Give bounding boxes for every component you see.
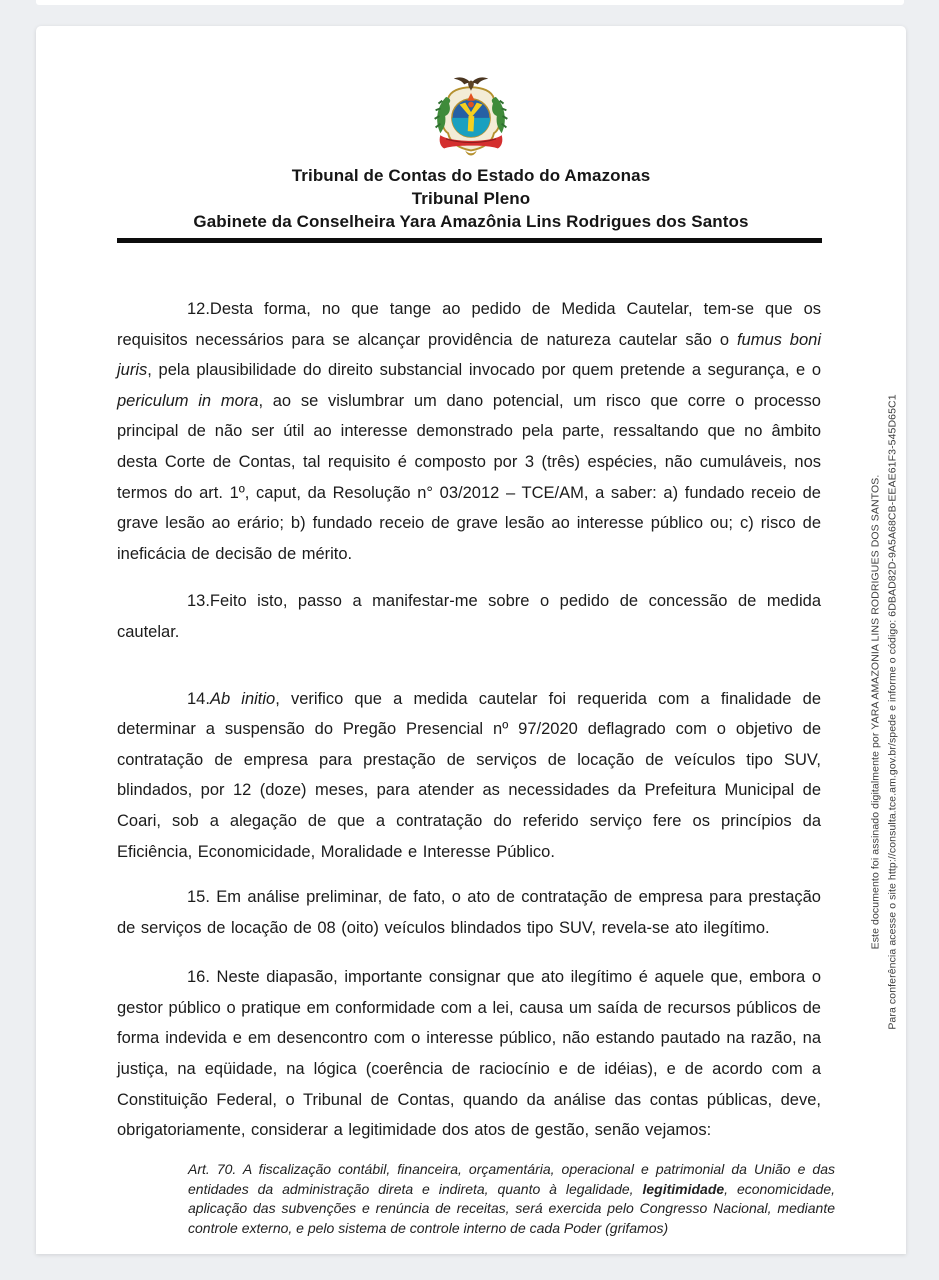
header-institution: Tribunal de Contas do Estado do Amazonas <box>291 166 651 185</box>
header-office: Gabinete da Conselheira Yara Amazônia Lins Rodrigues dos Santos <box>193 212 749 231</box>
paragraph-14: 14.Ab initio, verifico que a medida cautelar foi requerida com a finalidade de determinar a suspensão do Pregão Presencial nº 97/2020 deflagrado com o objetivo de contratação de empresa para prestação de serviços de locação de veículos tipo SUV, blindados, por 12 (doze) meses, para atender as necessidades da Prefeitura Municipal de Coari, sob a alegação de que a contratação do referido serviço fere os princípios da Eficiência, Economicidade, Moralidade e Interesse Público. <box>117 689 822 861</box>
paragraph-16: 16. Neste diapasão, importante consignar que ato ilegítimo é aquele que, embora o gestor público o pratique em conformidade com a lei, causa um saída de recursos públicos de forma indevida e em desencontro com o interesse público, não estando pautado na razão, na justiça, na eqüidade, na lógica (coerência de raciocínio e de idéias), e de acordo com a Constituição Federal, o Tribunal de Contas, quando da análise das contas públicas, deve, obrigatoriamente, considerar a legitimidade dos atos de gestão, senão vejamos: <box>117 968 821 1140</box>
blockquote-art-70: Art. 70. A fiscalização contábil, financeira, orçamentária, operacional e patrimonial da União e das entidades da administração direta e indireta, quanto à legalidade, legitimidade, economicidade, aplicação das subvenções e renúncia de receitas, será exercida pelo Congresso Nacional, mediante controle externo, e pelo sistema de controle interno de cada Poder (grifamos) <box>188 1160 836 1237</box>
previous-page-edge <box>36 0 904 5</box>
paragraph-12: 12.Desta forma, no que tange ao pedido de Medida Cautelar, tem-se que os requisitos necessários para se alcançar providência de natureza cautelar são o fumus boni juris, pela plausibilidade do direito substancial invocado por quem pretende a segurança, e o periculum in mora, ao se vislumbrar um dano potencial, um risco que corre o processo principal de não ser útil ao interesse demonstrado pela parte, ressaltando que no âmbito desta Corte de Contas, tal requisito é composto por 3 (três) espécies, não cumuláveis, nos termos do art. 1º, caput, da Resolução n° 03/2012 – TCE/AM, a saber: a) fundado receio de grave lesão ao erário; b) fundado receio de grave lesão ao interesse público ou; c) risco de ineficácia de decisão de mérito. <box>117 300 821 563</box>
document-body <box>117 294 836 1239</box>
document-page <box>36 26 906 1254</box>
signature-line: Este documento foi assinado digitalmente por YARA AMAZONIA LINS RODRIGUES DOS SANTOS. <box>869 474 882 950</box>
header-divider <box>117 238 822 243</box>
document-header <box>36 164 906 233</box>
paragraph-13: 13.Feito isto, passo a manifestar-me sobre o pedido de concessão de medida cautelar. <box>117 592 821 641</box>
digital-signature-sidebar <box>868 394 901 1029</box>
header-chamber: Tribunal Pleno <box>411 189 531 208</box>
paragraph-15: 15. Em análise preliminar, de fato, o ato de contratação de empresa para prestação de serviços de locação de 08 (oito) veículos blindados tipo SUV, revela-se ato ilegítimo. <box>117 888 821 937</box>
verification-line: Para conferência acesse o site http://consulta.tce.am.gov.br/spede e informe o código: 6DBAD82D-9A5A68CB-EEAE61F3-545D65C1 <box>886 394 898 1030</box>
coat-of-arms-icon <box>423 72 519 160</box>
amazonas-coat-of-arms-logo <box>423 72 519 160</box>
